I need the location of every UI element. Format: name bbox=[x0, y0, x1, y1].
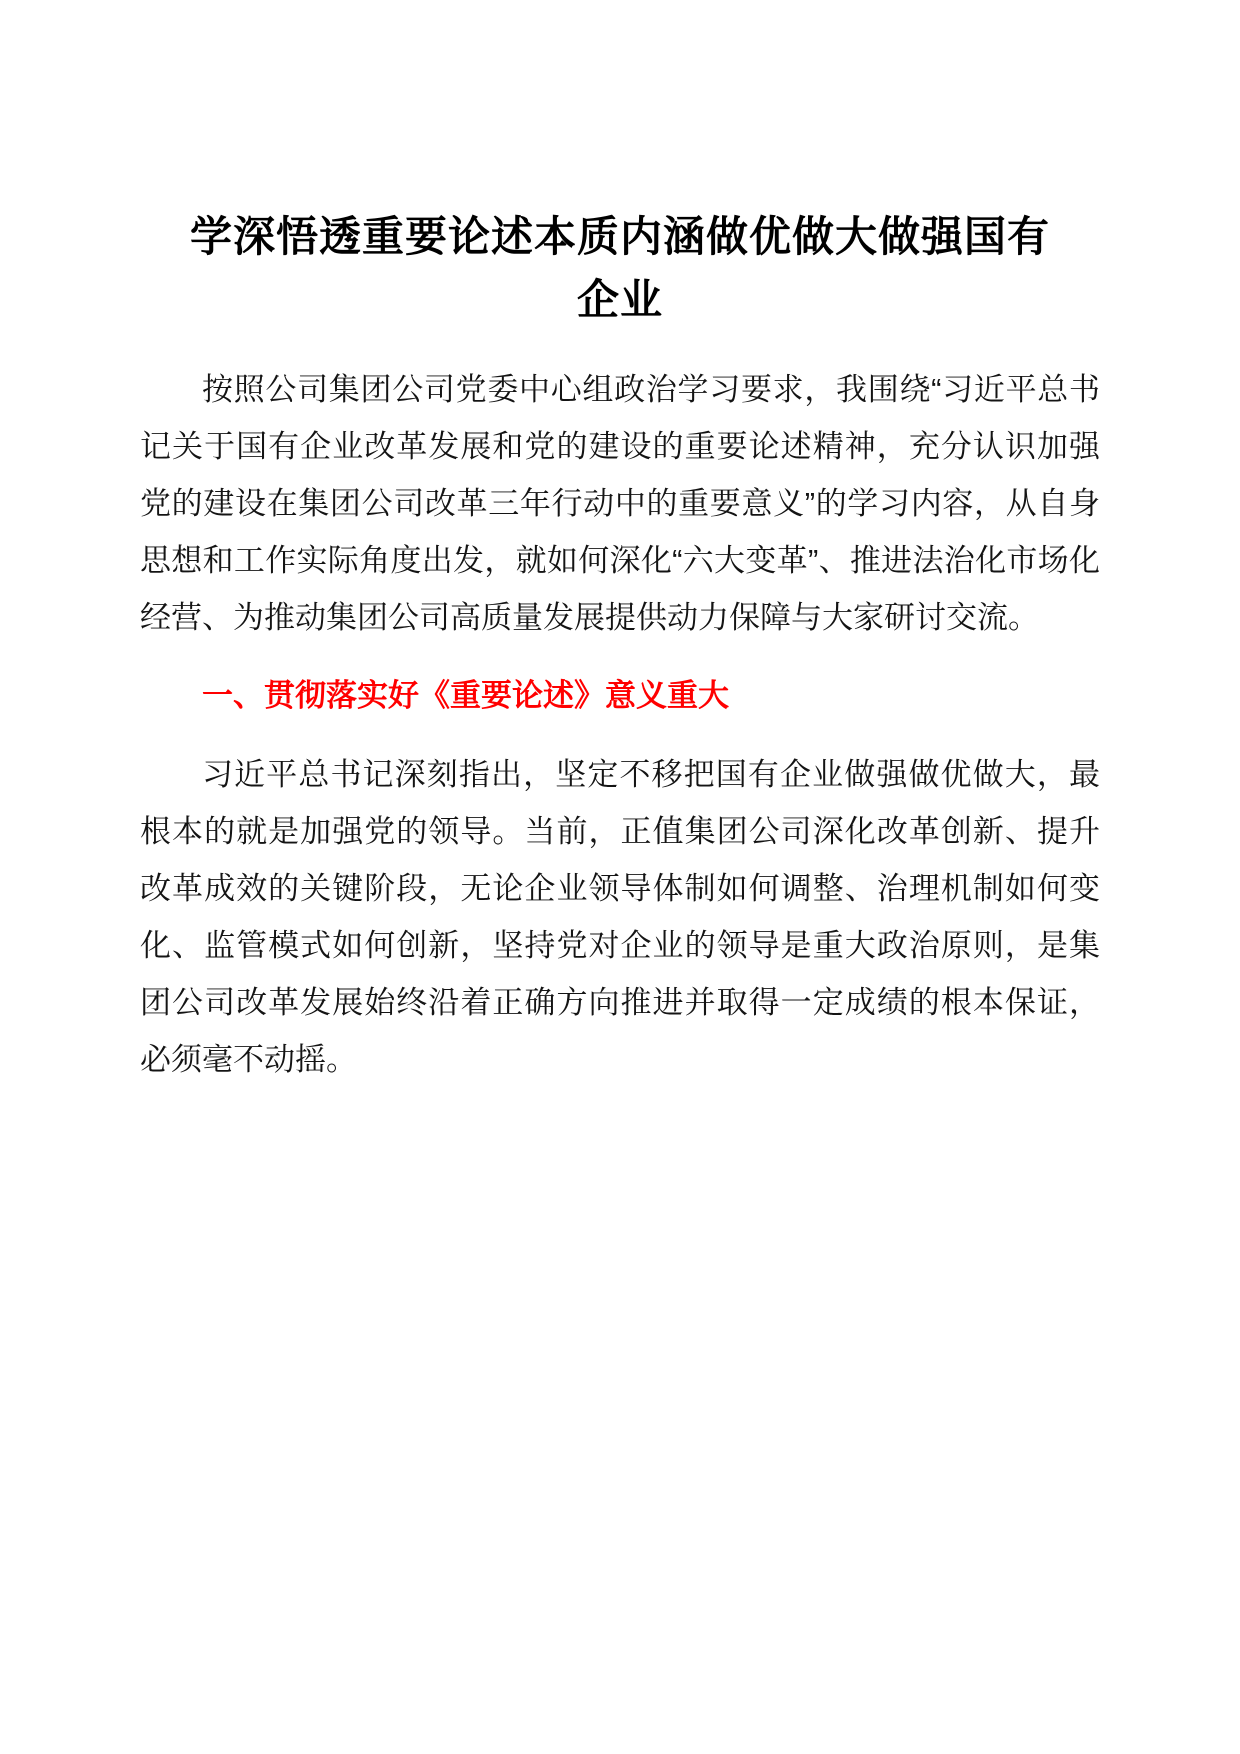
intro-paragraph: 按照公司集团公司党委中心组政治学习要求，我围绕“习近平总书记关于国有企业改革发展和党的建设的重要论述精神，充分认识加强党的建设在集团公司改革三年行动中的重要意义”的学习内容，从自身思想和工作实际角度出发，就如何深化“六大变革”、推进法治化市场化经营、为推动集团公司高质量发展提供动力保障与大家研讨交流。 bbox=[140, 372, 1100, 635]
section-1-paragraph: 习近平总书记深刻指出，坚定不移把国有企业做强做优做大，最根本的就是加强党的领导。当前，正值集团公司深化改革创新、提升改革成效的关键阶段，无论企业领导体制如何调整、治理机制如何变化、监管模式如何创新，坚持党对企业的领导是重大政治原则，是集团公司改革发展始终沿着正确方向推进并取得一定成绩的根本保证，必须毫不动摇。 bbox=[140, 757, 1100, 1077]
document-title: 学深悟透重要论述本质内涵做优做大做强国有企业 bbox=[189, 213, 1050, 323]
section-1-heading: 一、贯彻落实好《重要论述》意义重大 bbox=[202, 678, 729, 713]
